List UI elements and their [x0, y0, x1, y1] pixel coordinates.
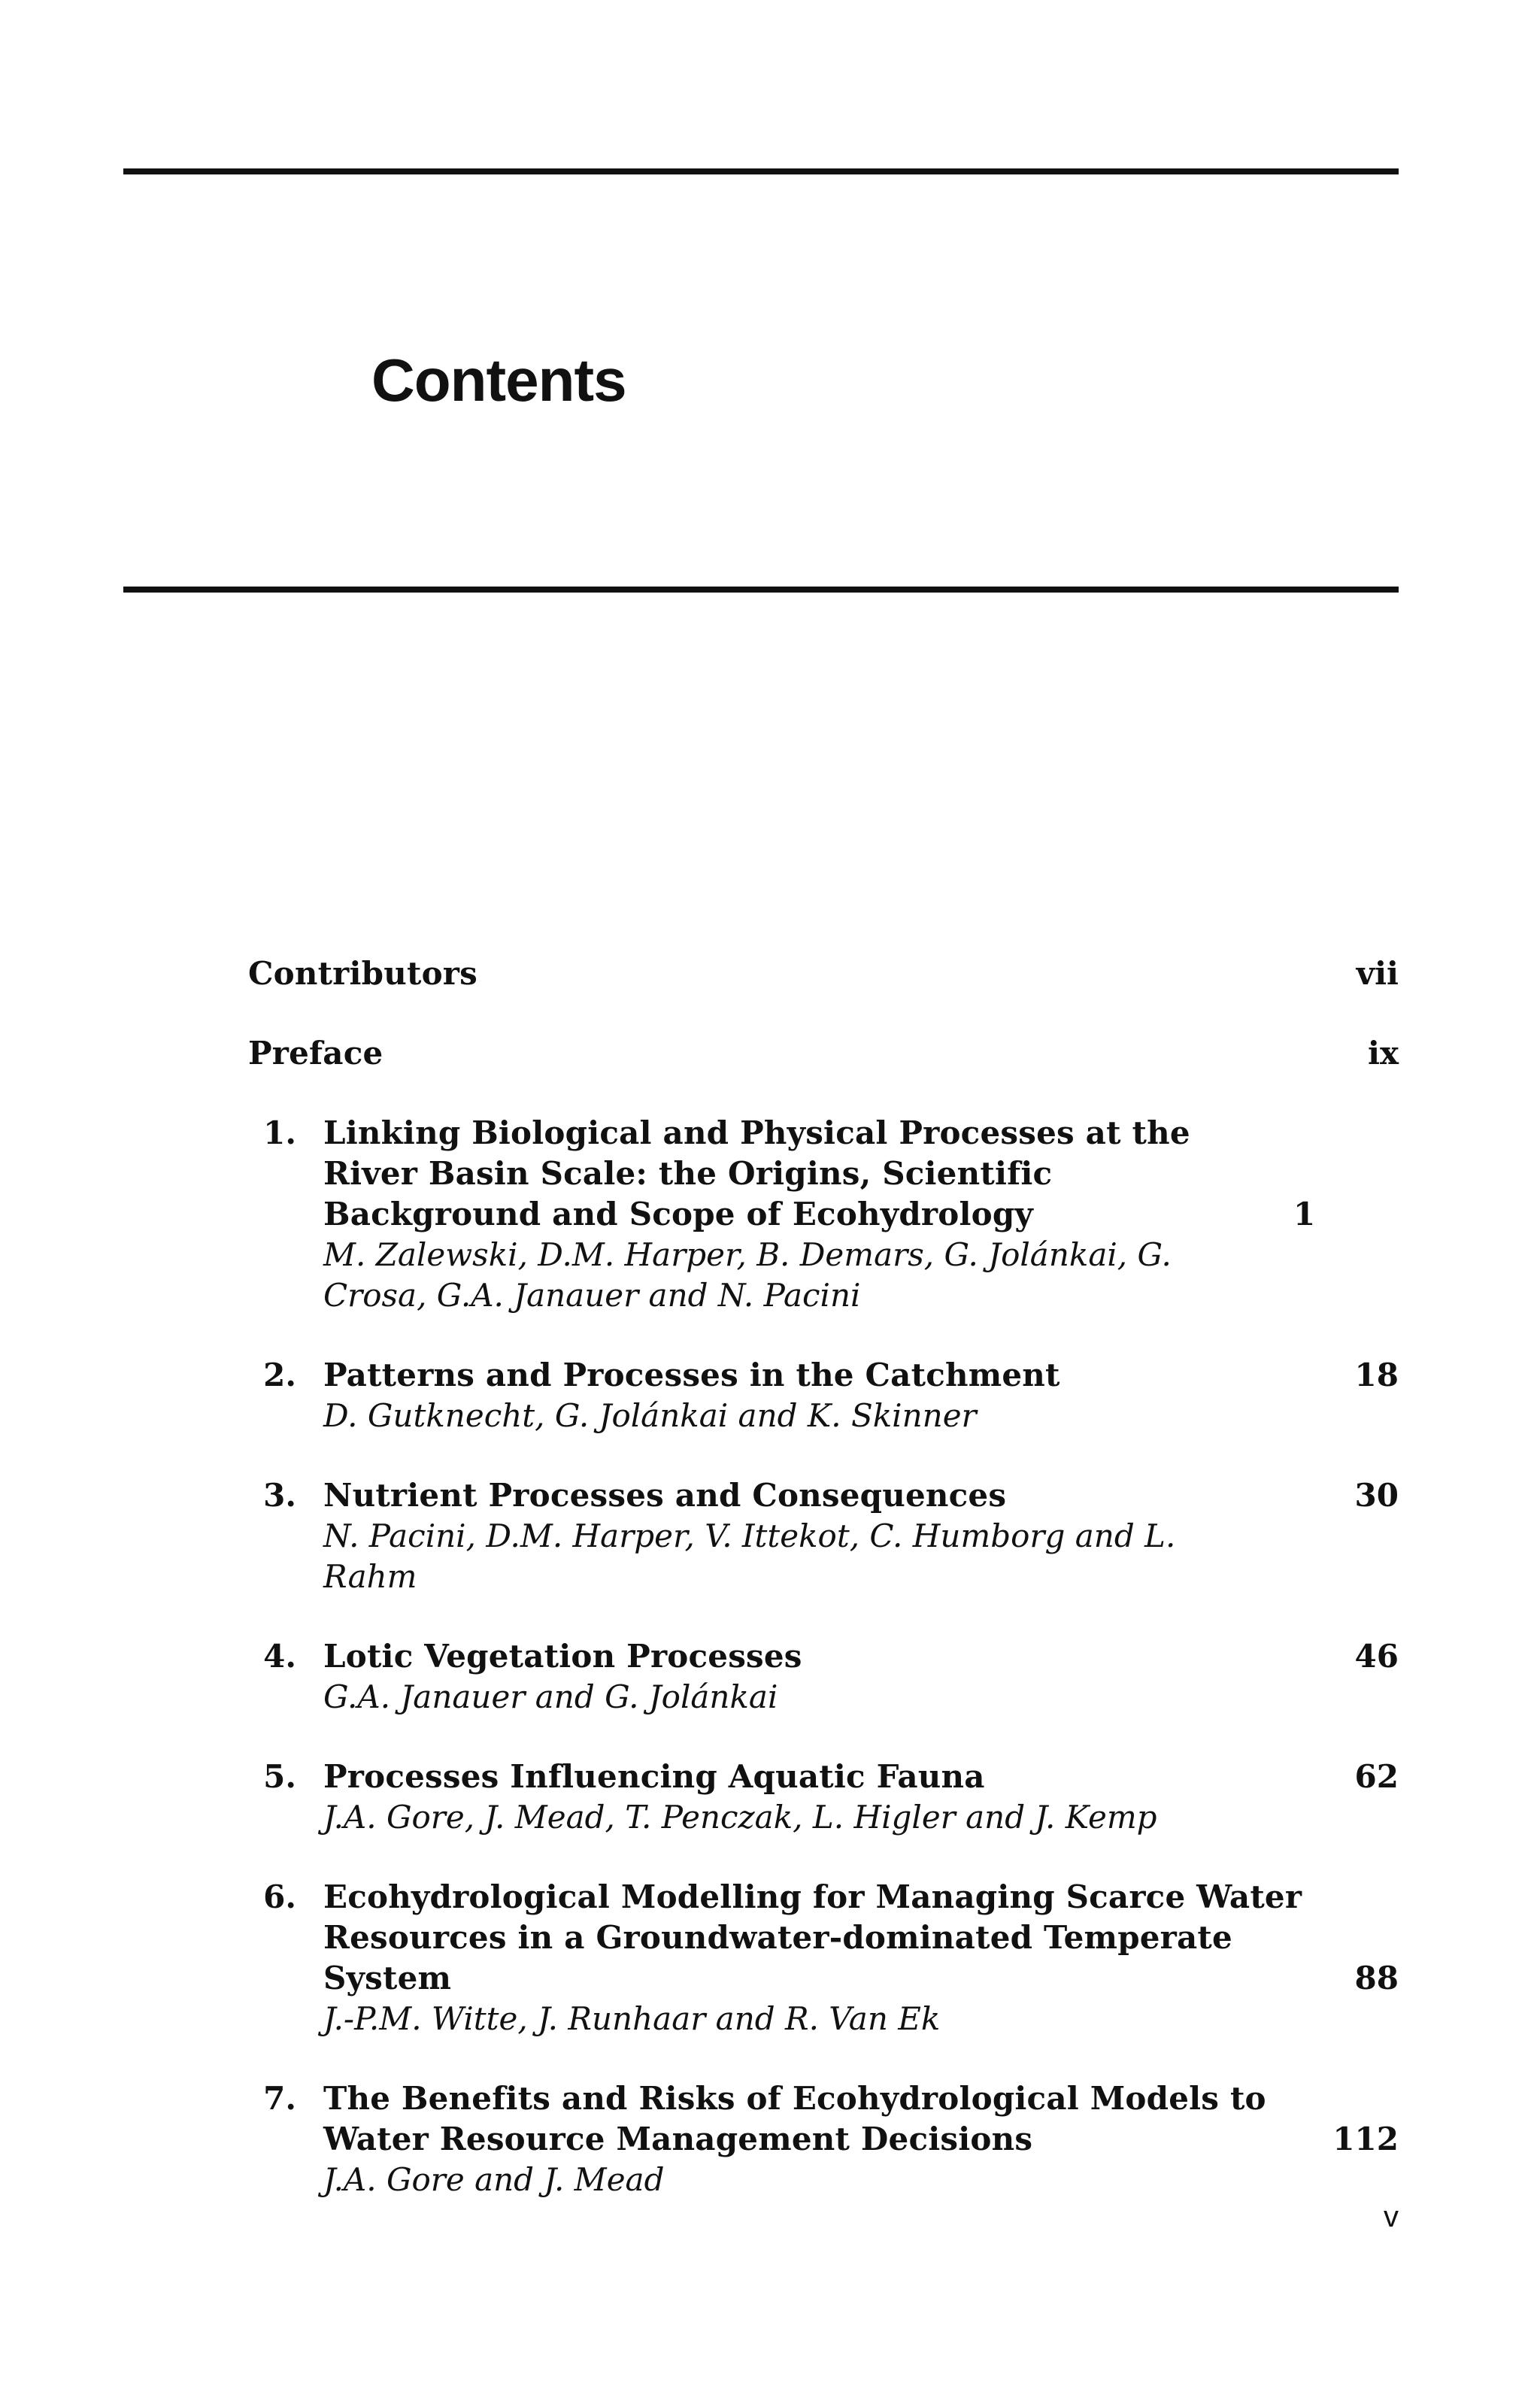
- toc-entry-preface[interactable]: [248, 1033, 1399, 1074]
- chapter-title: Patterns and Processes in the Catchment: [323, 1357, 1060, 1393]
- chapter-page: 62: [1354, 1758, 1399, 1795]
- toc-entry-page: ix: [1368, 1035, 1399, 1072]
- chapter-authors: J.A. Gore, J. Mead, T. Penczak, L. Higler and J. Kemp: [323, 1799, 1157, 1836]
- chapter-page: 30: [1354, 1477, 1399, 1514]
- chapter-title: Linking Biological and Physical Processes at the River Basin Scale: the Origins, Scientific Background and Scope of Ecohydrology: [323, 1114, 1190, 1232]
- chapter-page: 88: [1354, 1960, 1399, 1996]
- chapter-authors: J.A. Gore and J. Mead: [323, 2161, 665, 2198]
- toc-chapter-3[interactable]: [248, 1475, 1399, 1597]
- chapter-authors: G.A. Janauer and G. Jolánkai: [323, 1678, 778, 1715]
- page-title: Contents: [371, 347, 626, 414]
- toc-entry-page: vii: [1356, 955, 1399, 992]
- toc-entry-title: Preface: [248, 1035, 383, 1072]
- chapter-title: The Benefits and Risks of Ecohydrological Models to Water Resource Management Decisions: [323, 2080, 1266, 2157]
- table-of-contents: [248, 953, 1399, 2239]
- chapter-authors: J.-P.M. Witte, J. Runhaar and R. Van Ek: [323, 2000, 941, 2037]
- chapter-page: 46: [1354, 1638, 1399, 1675]
- chapter-authors: D. Gutknecht, G. Jolánkai and K. Skinner: [323, 1397, 977, 1434]
- page-number: v: [1384, 2200, 1399, 2233]
- toc-chapter-7[interactable]: [248, 2078, 1399, 2200]
- chapter-number: 5.: [263, 1758, 296, 1795]
- toc-entry-contributors[interactable]: [248, 953, 1399, 994]
- chapter-title: Ecohydrological Modelling for Managing Scarce Water Resources in a Groundwater-dominated Temperate System: [323, 1878, 1302, 1996]
- chapter-authors: N. Pacini, D.M. Harper, V. Ittekot, C. Humborg and L. Rahm: [323, 1517, 1176, 1595]
- toc-chapter-1[interactable]: [248, 1113, 1399, 1316]
- chapter-number: 2.: [263, 1357, 296, 1393]
- toc-entry-title: Contributors: [248, 955, 477, 992]
- toc-chapter-6[interactable]: [248, 1877, 1399, 2039]
- chapter-page: 112: [1332, 2121, 1399, 2157]
- top-rule: [123, 168, 1399, 174]
- chapter-number: 7.: [263, 2080, 296, 2117]
- toc-chapter-4[interactable]: [248, 1636, 1399, 1717]
- chapter-page: 18: [1354, 1357, 1399, 1393]
- chapter-page: 1: [1293, 1196, 1316, 1232]
- chapter-number: 4.: [263, 1638, 296, 1675]
- chapter-authors: M. Zalewski, D.M. Harper, B. Demars, G. Jolánkai, G. Crosa, G.A. Janauer and N. Pacini: [323, 1236, 1172, 1314]
- chapter-number: 1.: [263, 1114, 296, 1151]
- chapter-number: 3.: [263, 1477, 296, 1514]
- chapter-number: 6.: [263, 1878, 296, 1915]
- toc-chapter-2[interactable]: [248, 1355, 1399, 1436]
- bottom-rule: [123, 587, 1399, 593]
- toc-chapter-5[interactable]: [248, 1757, 1399, 1838]
- chapter-title: Processes Influencing Aquatic Fauna: [323, 1758, 985, 1795]
- chapter-title: Nutrient Processes and Consequences: [323, 1477, 1007, 1514]
- chapter-title: Lotic Vegetation Processes: [323, 1638, 802, 1675]
